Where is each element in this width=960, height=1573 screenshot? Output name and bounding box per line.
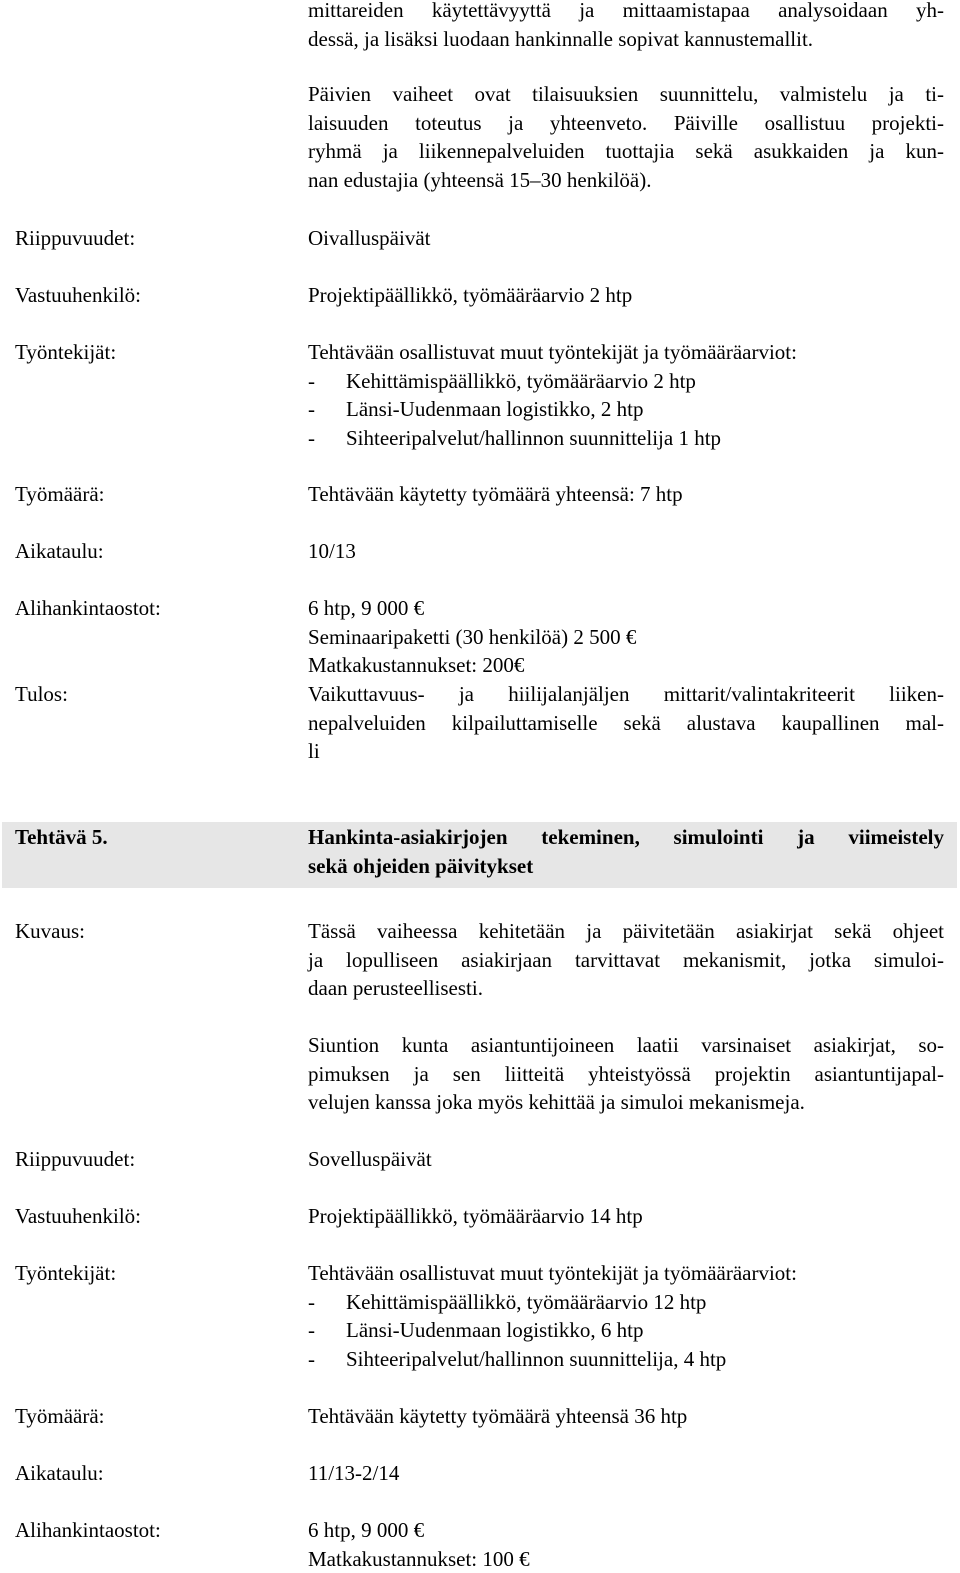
task4-result-line: li [308, 739, 320, 763]
task5-description-line: Siuntion kunta asiantuntijoineen laatii varsinaiset asiakirjat, so- [308, 1033, 944, 1057]
bullet-dash: - [308, 1289, 315, 1314]
intro-p2-line: Päivien vaiheet ovat tilaisuuksien suunnittelu, valmistelu ja ti- [308, 82, 944, 106]
task5-title [308, 823, 944, 880]
task5-description-line: daan perusteellisesti. [308, 976, 483, 1000]
intro-p1-line: dessä, ja lisäksi luodaan hankinnalle sopivat kannustemallit. [308, 26, 814, 51]
task5-title-line: sekä ohjeiden päivitykset [308, 853, 534, 878]
subcontracting-item: Matkakustannukset: 200€ [308, 653, 525, 677]
task4-schedule-value: 10/13 [308, 539, 356, 563]
task4-worker: Kehittämispäällikkö, työmääräarvio 2 htp [346, 368, 696, 393]
task5-subcontracting-block [308, 1516, 530, 1573]
list-item [308, 1288, 797, 1317]
task4-workload-value: Tehtävään käytetty työmäärä yhteensä: 7 htp [308, 482, 683, 506]
subcontracting-item: Matkakustannukset: 100 € [308, 1546, 530, 1571]
task5-dependencies-label: Riippuvuudet: [15, 1147, 136, 1171]
task4-schedule-label: Aikataulu: [15, 539, 104, 563]
task5-worker: Sihteeripalvelut/hallinnon suunnittelija, 4 htp [346, 1346, 727, 1371]
intro-paragraph-2 [308, 80, 944, 194]
list-item [308, 1316, 797, 1345]
intro-p1-line: mittareiden käytettävyyttä ja mittaamistapaa analysoidaan yh- [308, 0, 944, 22]
task5-description-line: Tässä vaiheessa kehitetään ja päivitetään asiakirjat sekä ohjeet [308, 919, 944, 943]
list-item [308, 395, 797, 424]
bullet-dash: - [308, 1318, 315, 1342]
task5-responsible-value: Projektipäällikkö, työmääräarvio 14 htp [308, 1204, 643, 1228]
task5-dependencies-value: Sovelluspäivät [308, 1147, 432, 1171]
task5-workers-intro: Tehtävään osallistuvat muut työntekijät ja työmääräarviot: [308, 1261, 797, 1285]
task4-subcontracting-label: Alihankintaostot: [15, 596, 161, 620]
task5-number: Tehtävä 5. [15, 825, 108, 849]
bullet-dash: - [308, 368, 315, 393]
task5-responsible-label: Vastuuhenkilö: [15, 1204, 141, 1228]
task5-workers-label: Työntekijät: [15, 1261, 117, 1285]
task5-description-line: ja lopulliseen asiakirjaan tarvittavat mekanismit, jotka simuloi- [308, 947, 944, 972]
bullet-dash: - [308, 425, 315, 450]
task5-workload-value: Tehtävään käytetty työmäärä yhteensä 36 htp [308, 1404, 688, 1428]
task5-description-line: velujen kanssa joka myös kehittää ja simuloi mekanismeja. [308, 1090, 805, 1114]
intro-p2-line: nan edustajia (yhteensä 15–30 henkilöä). [308, 167, 652, 192]
subcontracting-item: 6 htp, 9 000 € [308, 1518, 425, 1542]
task4-worker: Länsi-Uudenmaan logistikko, 2 htp [346, 397, 644, 421]
list-item [308, 424, 797, 453]
task4-dependencies-label: Riippuvuudet: [15, 226, 136, 250]
task4-dependencies-value: Oivalluspäivät [308, 226, 431, 250]
task4-result-line: nepalveluiden kilpailuttamiselle sekä alustava kaupallinen mal- [308, 710, 944, 735]
task4-worker: Sihteeripalvelut/hallinnon suunnittelija 1 htp [346, 425, 722, 450]
subcontracting-item: Seminaaripaketti (30 henkilöä) 2 500 € [308, 624, 637, 649]
bullet-dash: - [308, 397, 315, 421]
task4-responsible-label: Vastuuhenkilö: [15, 283, 141, 307]
task5-description-label: Kuvaus: [15, 919, 85, 943]
task4-workload-label: Työmäärä: [15, 482, 105, 506]
task5-workers-block [308, 1259, 797, 1373]
task5-description-p2 [308, 1031, 944, 1117]
task5-description-line: pimuksen ja sen liitteitä yhteistyössä projektin asiantuntijapal- [308, 1061, 944, 1086]
task4-responsible-value: Projektipäällikkö, työmääräarvio 2 htp [308, 283, 633, 307]
task5-description-p1 [308, 917, 944, 1003]
task5-worker: Länsi-Uudenmaan logistikko, 6 htp [346, 1318, 644, 1342]
task5-title-line: Hankinta-asiakirjojen tekeminen, simulointi ja viimeistely [308, 825, 944, 849]
task4-workers-intro: Tehtävään osallistuvat muut työntekijät ja työmääräarviot: [308, 340, 797, 364]
intro-p2-line: ryhmä ja liikennepalveluiden tuottajia sekä asukkaiden ja kun- [308, 139, 944, 163]
task4-workers-label: Työntekijät: [15, 340, 117, 364]
task4-result-block [308, 680, 944, 766]
task4-result-line: Vaikuttavuus- ja hiilijalanjäljen mittarit/valintakriteerit liiken- [308, 682, 944, 706]
task4-workers-block [308, 338, 797, 452]
list-item [308, 367, 797, 396]
task5-workload-label: Työmäärä: [15, 1404, 105, 1428]
bullet-dash: - [308, 1346, 315, 1371]
task5-subcontracting-label: Alihankintaostot: [15, 1518, 161, 1542]
task4-result-label: Tulos: [15, 682, 68, 706]
task5-worker: Kehittämispäällikkö, työmääräarvio 12 htp [346, 1289, 707, 1314]
task4-subcontracting-block [308, 594, 636, 680]
list-item [308, 1345, 797, 1374]
task5-schedule-label: Aikataulu: [15, 1461, 104, 1485]
intro-p2-line: laisuuden toteutus ja yhteenveto. Päiville osallistuu projekti- [308, 110, 944, 135]
task5-schedule-value: 11/13-2/14 [308, 1461, 400, 1485]
subcontracting-item: 6 htp, 9 000 € [308, 596, 425, 620]
intro-paragraph-1 [308, 0, 944, 53]
